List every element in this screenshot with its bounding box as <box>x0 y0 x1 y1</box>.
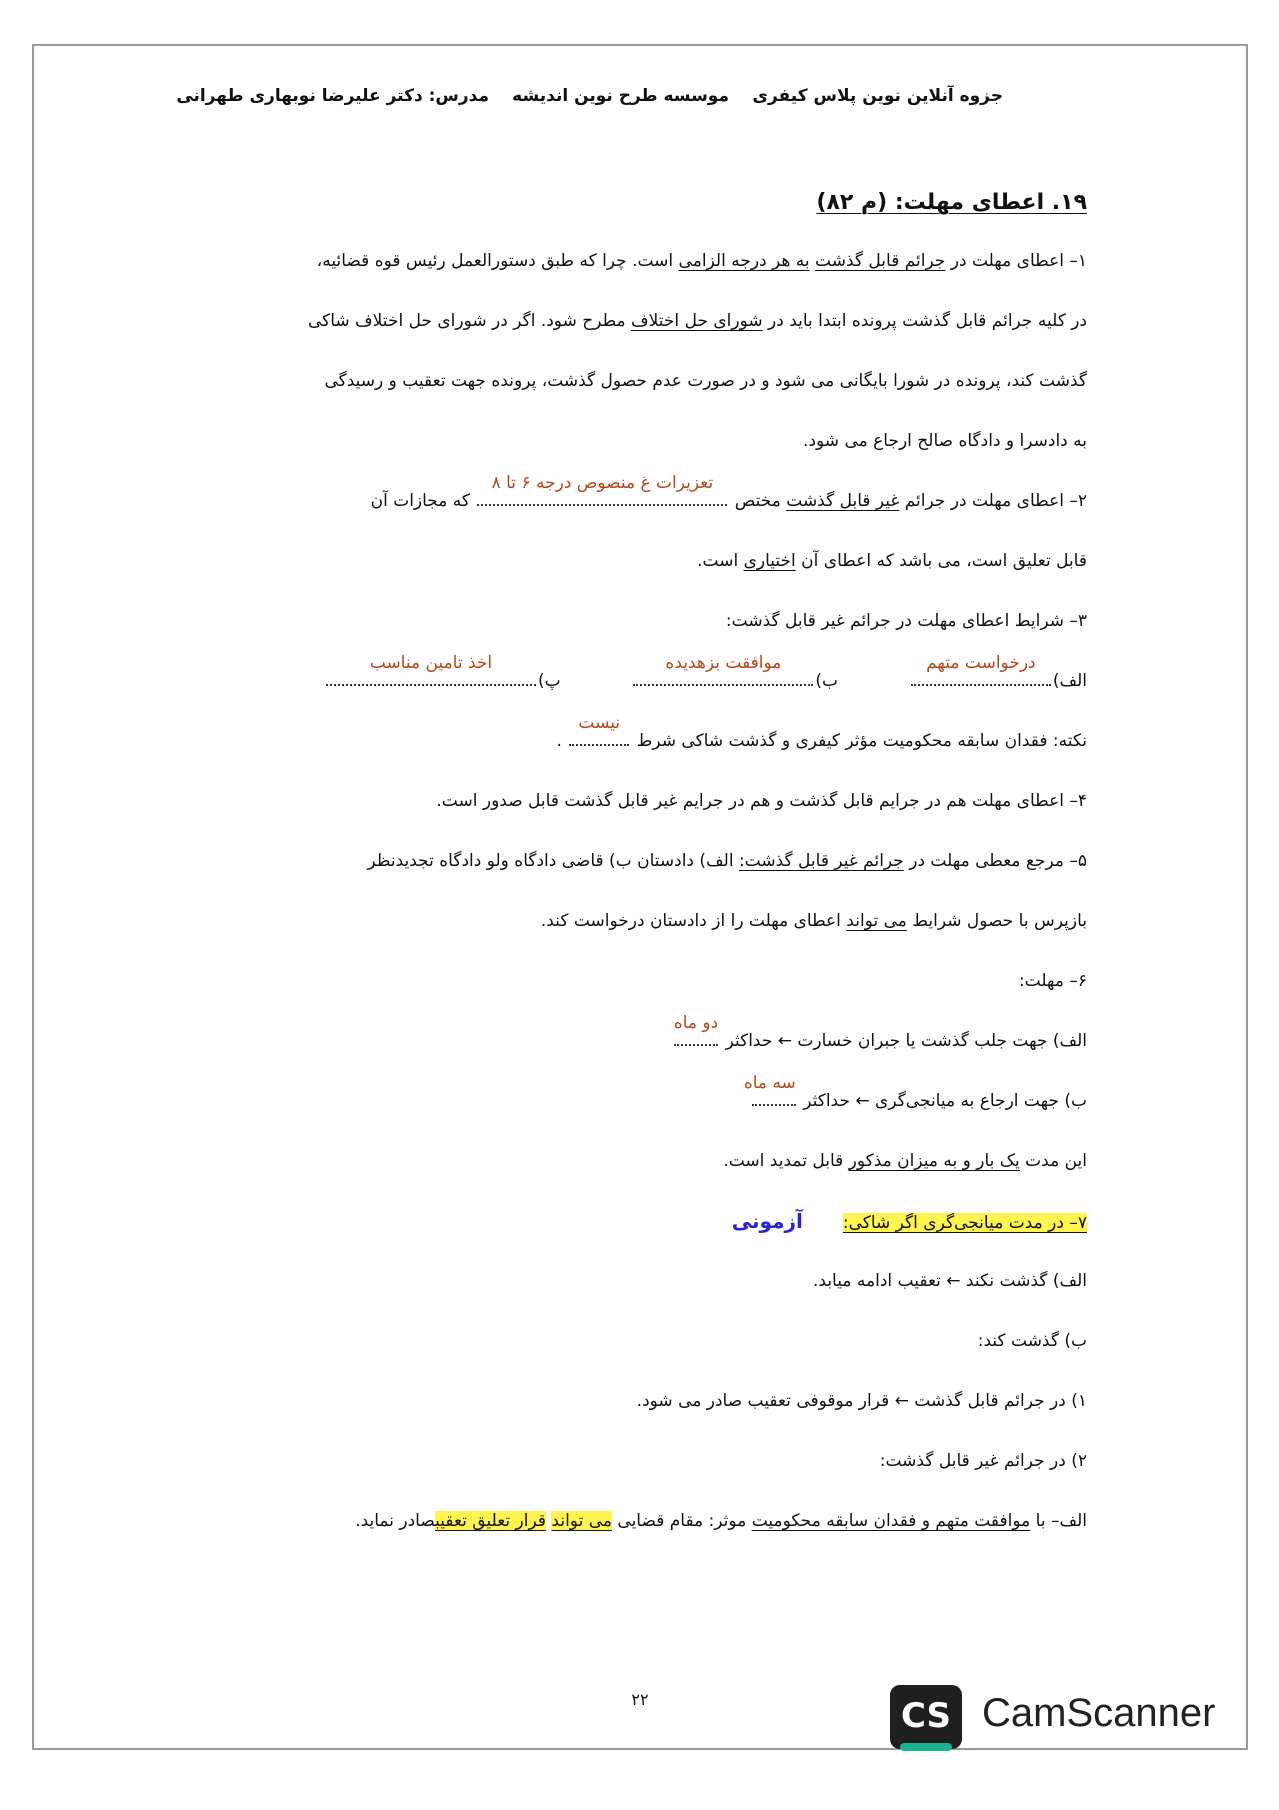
blank-fill <box>673 1013 719 1046</box>
handwritten-answer: سه ماه <box>743 1073 796 1093</box>
text: است. چرا که طبق دستورالعمل رئیس قوه قضائیه، <box>316 251 679 271</box>
text: جرائم قابل گذشت <box>815 251 946 271</box>
text: ۵– مرجع معطی مهلت در <box>903 851 1087 871</box>
text: جرائم غیر قابل گذشت: <box>738 851 904 871</box>
text: اعطای مهلت را از دادستان درخواست کند. <box>540 911 847 931</box>
note-line <box>180 713 1087 756</box>
text: ۲– اعطای مهلت در جرائم <box>899 491 1087 511</box>
p1-line3: گذشت کند، پرونده در شورا بایگانی می شود و در صورت عدم حصول گذشت، پرونده جهت تعقیب و رسیدگی <box>324 371 1087 391</box>
p7-b2: ۲) در جرائم غیر قابل گذشت: <box>879 1451 1087 1471</box>
p1-line2 <box>180 306 1087 336</box>
text: این مدت <box>1019 1151 1087 1171</box>
page-number: ۲۲ <box>631 1690 649 1709</box>
text: قابل تمدید است. <box>723 1151 849 1171</box>
text: صادر نماید. <box>355 1511 436 1531</box>
exam-tag: آزمونی <box>731 1209 803 1233</box>
p7-title: ۷– در مدت میانجی‌گری اگر شاکی: <box>842 1213 1087 1233</box>
p6-a <box>180 1013 1087 1056</box>
p2-line2 <box>180 546 1087 576</box>
header-title: جزوه آنلاین نوین پلاس کیفری <box>752 86 1003 106</box>
handwritten-answer: موافقت بزهدیده <box>665 653 782 673</box>
option-label: پ) <box>537 671 561 691</box>
text: موثر: مقام قضایی <box>612 1511 752 1531</box>
p6-c <box>180 1146 1087 1176</box>
logo-accent <box>900 1743 952 1751</box>
text: غیر قابل گذشت <box>786 491 900 511</box>
option-label: الف) <box>1052 671 1087 691</box>
p1-line1 <box>180 246 1087 276</box>
p2-line1 <box>180 473 1087 516</box>
p1-line4: به دادسرا و دادگاه صالح ارجاع می شود. <box>803 431 1087 451</box>
text: الف) دادستان ب) قاضی دادگاه ولو دادگاه تجدیدنظر <box>367 851 739 871</box>
text: به هر درجه الزامی <box>678 251 810 271</box>
handwritten-answer: نیست <box>578 713 621 733</box>
blank-fill <box>569 713 629 746</box>
text: مختص <box>729 491 787 511</box>
blank-fill <box>477 473 727 506</box>
p6-b <box>180 1073 1087 1116</box>
p6-title: ۶– مهلت: <box>1018 971 1087 991</box>
page-header <box>0 86 1279 116</box>
text: مطرح شود. اگر در شورای حل اختلاف شاکی <box>307 311 632 331</box>
p5-line1 <box>180 846 1087 876</box>
blank-fill <box>633 653 813 686</box>
text: که مجازات آن <box>370 491 476 511</box>
p7-b1: ۱) در جرائم قابل گذشت ← قرار موقوفی تعقیب صادر می شود. <box>636 1391 1087 1411</box>
p5-line2 <box>180 906 1087 936</box>
handwritten-answer: درخواست متهم <box>926 653 1036 673</box>
header-teacher: مدرس: دکتر علیرضا نوبهاری طهرانی <box>176 86 489 106</box>
option-label: ب) <box>815 671 839 691</box>
p7-b: ب) گذشت کند: <box>977 1331 1087 1351</box>
text: قابل تعلیق است، می باشد که اعطای آن <box>795 551 1087 571</box>
blank-fill <box>326 653 536 686</box>
p7-title-line <box>180 1206 1087 1238</box>
text: می تواند <box>846 911 907 931</box>
p7-last <box>180 1506 1087 1536</box>
page-border <box>32 44 1248 1750</box>
handwritten-answer: دو ماه <box>673 1013 719 1033</box>
section-title: ۱۹. اعطای مهلت: (م ۸۲) <box>816 190 1087 215</box>
text: شورای حل اختلاف <box>631 311 763 331</box>
camscanner-logo-icon: CS <box>890 1685 962 1749</box>
text: می تواند <box>551 1511 612 1531</box>
p3-options <box>180 653 1087 696</box>
text: الف) جهت جلب گذشت یا جبران خسارت ← حداکثر <box>720 1031 1087 1051</box>
header-institute: موسسه طرح نوین اندیشه <box>512 86 729 106</box>
text: یک بار و به میزان مذکور <box>848 1151 1020 1171</box>
p7-a: الف) گذشت نکند ← تعقیب ادامه میابد. <box>813 1271 1087 1291</box>
blank-fill <box>911 653 1051 686</box>
p4-line: ۴– اعطای مهلت هم در جرایم قابل گذشت و هم در جرایم غیر قابل گذشت قابل صدور است. <box>436 791 1087 811</box>
text: قرار تعلیق تعقیب <box>435 1511 547 1531</box>
text: . <box>556 731 568 751</box>
text: بازپرس با حصول شرایط <box>906 911 1087 931</box>
camscanner-watermark <box>890 1685 1250 1745</box>
text: ۱– اعطای مهلت در <box>945 251 1087 271</box>
camscanner-brand: CamScanner <box>982 1691 1216 1735</box>
p3-title: ۳– شرایط اعطای مهلت در جرائم غیر قابل گذشت: <box>725 611 1087 631</box>
handwritten-answer: تعزیرات غ منصوص درجه ۶ تا ۸ <box>491 473 714 493</box>
text: اختیاری <box>743 551 796 571</box>
blank-fill <box>743 1073 796 1106</box>
text: الف– با <box>1030 1511 1087 1531</box>
handwritten-answer: اخذ تامین مناسب <box>369 653 493 673</box>
text: است. <box>697 551 744 571</box>
text: در کلیه جرائم قابل گذشت پرونده ابتدا باید در <box>762 311 1087 331</box>
text: نکته: فقدان سابقه محکومیت مؤثر کیفری و گذشت شاکی شرط <box>631 731 1087 751</box>
text: موافقت متهم و فقدان سابقه محکومیت <box>751 1511 1031 1531</box>
text: ب) جهت ارجاع به میانجی‌گری ← حداکثر <box>797 1091 1087 1111</box>
